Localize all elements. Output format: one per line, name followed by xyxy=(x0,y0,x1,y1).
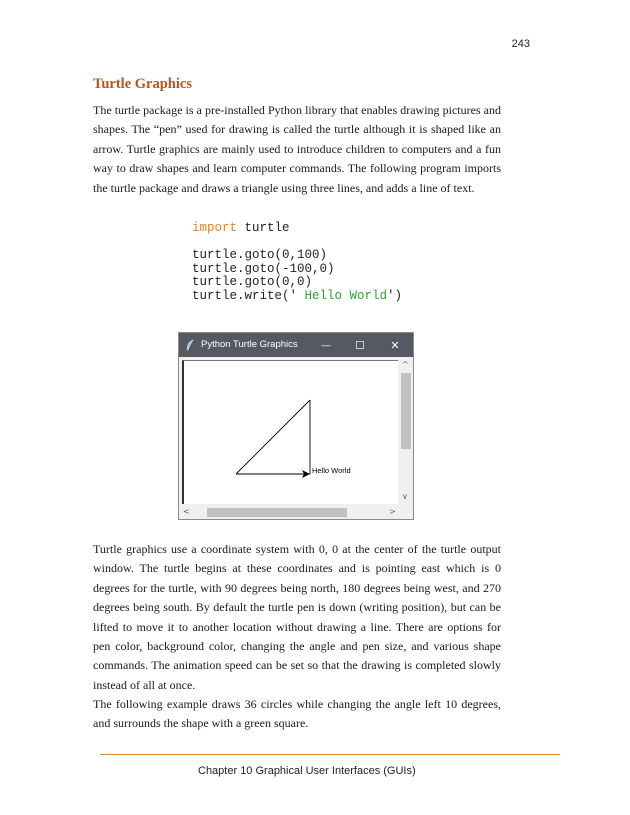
minimize-button[interactable]: — xyxy=(321,339,331,351)
turtle-drawing xyxy=(184,361,398,504)
code-listing xyxy=(192,222,402,303)
chapter-footer: Chapter 10 Graphical User Interfaces (GUIs) xyxy=(198,765,416,777)
code-blank-line xyxy=(192,236,402,250)
turtle-path-segment xyxy=(236,400,310,474)
canvas-hello-text: Hello World xyxy=(312,466,351,475)
page-number: 243 xyxy=(511,38,530,50)
code-line-goto-2: turtle.goto(-100,0) xyxy=(192,261,335,276)
footer-rule xyxy=(100,754,560,755)
example-paragraph: The following example draws 36 circles while changing the angle left 10 degrees, and surrounds the shape with a green square. xyxy=(93,697,501,731)
turtle-window xyxy=(178,332,414,520)
scroll-left-icon[interactable]: < xyxy=(183,507,190,516)
feather-icon xyxy=(185,339,195,354)
window-title: Python Turtle Graphics xyxy=(201,339,298,350)
scroll-down-icon[interactable]: ∨ xyxy=(402,492,408,501)
close-button[interactable]: ✕ xyxy=(390,339,400,352)
intro-paragraph: The turtle package is a pre-installed Python library that enables drawing pictures and shapes. The “pen” used for drawing is called the turtle although it is shaped like an arrow. Turtle graphics are mainly used to introduce children to computers and a fun way to draw shapes and learn computer commands. The following program imports the turtle package and draws a triangle using three lines, and adds a line of text. xyxy=(93,103,501,195)
coordinate-paragraph: Turtle graphics use a coordinate system with 0, 0 at the center of the turtle output window. The turtle begins at these coordinates and is pointing east which is 0 degrees for the turtle, with 90 degrees being north, 180 degrees being west, and 270 degrees being south. By default the turtle pen is down (writing position), but can be lifted to move it to another location without drawing a line. There are options for pen color, background color, changing the angle and pen size, and various shape commands. The animation speed can be set so that the drawing is completed slowly instead of all at once. xyxy=(93,542,501,692)
code-line-write xyxy=(192,290,402,304)
maximize-button[interactable]: ☐ xyxy=(355,339,365,352)
code-line-import xyxy=(192,222,402,236)
scroll-up-icon[interactable]: ^ xyxy=(402,360,409,369)
code-module-name: turtle xyxy=(237,221,290,235)
scroll-right-icon[interactable]: > xyxy=(389,507,396,516)
vertical-scrollbar[interactable] xyxy=(399,358,413,506)
code-write-prefix: turtle.write(' xyxy=(192,288,298,303)
vertical-scroll-thumb[interactable] xyxy=(401,373,411,449)
code-line-goto-3: turtle.goto(0,0) xyxy=(192,275,313,289)
code-line-goto-1: turtle.goto(0,100) xyxy=(192,248,328,262)
code-write-suffix: ') xyxy=(387,288,403,303)
horizontal-scrollbar[interactable] xyxy=(179,506,413,519)
code-string-literal: Hello World xyxy=(297,288,388,303)
turtle-canvas[interactable] xyxy=(182,360,398,504)
window-titlebar[interactable] xyxy=(179,333,413,357)
horizontal-scroll-thumb[interactable] xyxy=(207,508,347,517)
code-keyword-import: import xyxy=(192,221,238,235)
section-title: Turtle Graphics xyxy=(93,76,192,92)
